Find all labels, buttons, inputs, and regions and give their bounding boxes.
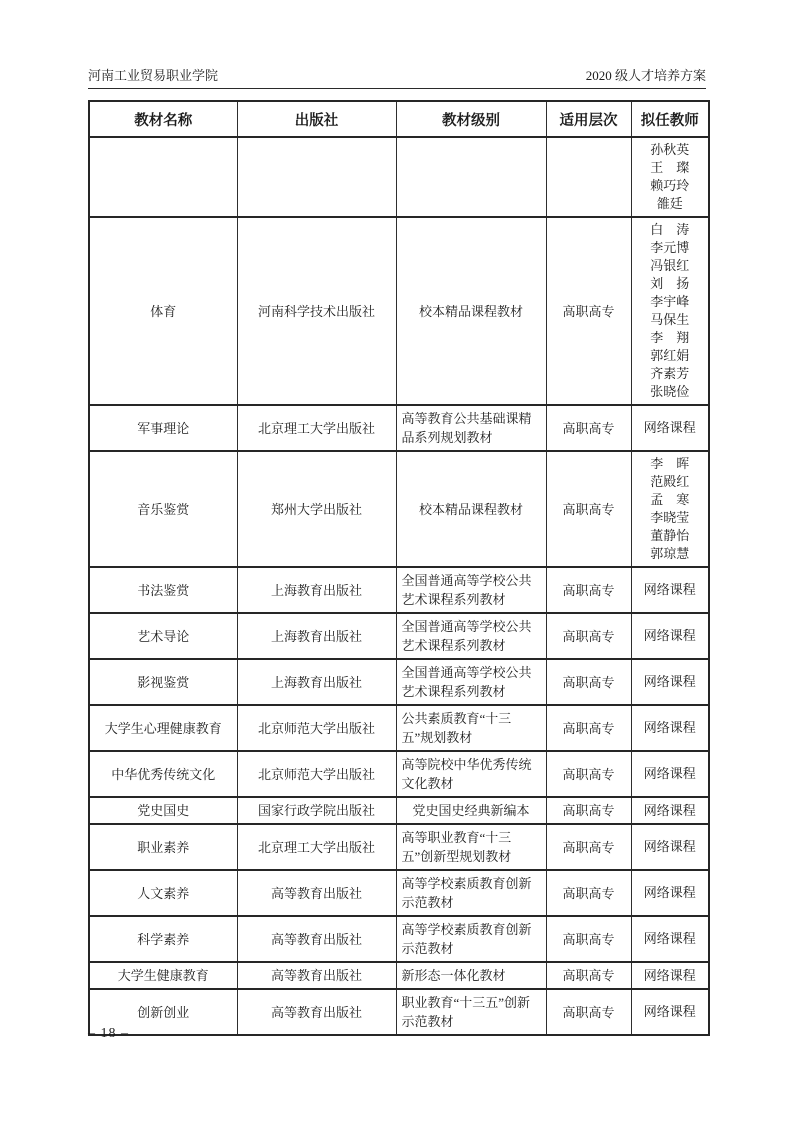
cell-textbook-name: 影视鉴赏 [89, 659, 237, 705]
header-row [89, 101, 709, 137]
teacher-name: 齐素芳 [650, 366, 690, 381]
column-header-publisher: 出版社 [237, 101, 396, 137]
cell-level: 职业教育“十三五”创新示范教材 [396, 989, 546, 1035]
teacher-name: 李宇峰 [650, 294, 690, 309]
table-row [89, 405, 709, 451]
cell-audience: 高职高专 [546, 405, 631, 451]
cell-level: 校本精品课程教材 [396, 451, 546, 567]
column-header-textbook-name: 教材名称 [89, 101, 237, 137]
cell-textbook-name: 科学素养 [89, 916, 237, 962]
teacher-name: 网络课程 [643, 720, 696, 735]
teacher-name: 张晓俭 [650, 384, 690, 399]
cell-textbook-name: 创新创业 [89, 989, 237, 1035]
cell-level: 高等学校素质教育创新示范教材 [396, 870, 546, 916]
column-header-audience: 适用层次 [546, 101, 631, 137]
column-header-level: 教材级别 [396, 101, 546, 137]
program-title: 2020 级人才培养方案 [585, 68, 706, 83]
cell-publisher: 北京师范大学出版社 [237, 751, 396, 797]
teacher-name: 马保生 [650, 312, 690, 327]
table-row [89, 989, 709, 1035]
cell-audience: 高职高专 [546, 217, 631, 405]
teacher-name: 赖巧玲 [650, 178, 690, 193]
cell-teachers [631, 659, 709, 705]
table-row [89, 870, 709, 916]
cell-teachers [631, 405, 709, 451]
cell-publisher: 高等教育出版社 [237, 916, 396, 962]
cell-level: 全国普通高等学校公共艺术课程系列教材 [396, 613, 546, 659]
cell-publisher: 高等教育出版社 [237, 870, 396, 916]
cell-teachers [631, 962, 709, 989]
cell-level: 新形态一体化教材 [396, 962, 546, 989]
table-row [89, 137, 709, 217]
cell-teachers [631, 137, 709, 217]
document-header [88, 68, 706, 89]
cell-audience: 高职高专 [546, 824, 631, 870]
cell-teachers [631, 916, 709, 962]
cell-teachers [631, 567, 709, 613]
cell-textbook-name: 书法鉴赏 [89, 567, 237, 613]
teacher-name: 冯银红 [650, 258, 690, 273]
cell-level: 全国普通高等学校公共艺术课程系列教材 [396, 567, 546, 613]
cell-textbook-name: 大学生心理健康教育 [89, 705, 237, 751]
teacher-name: 李元博 [650, 240, 690, 255]
table-row [89, 217, 709, 405]
cell-audience: 高职高专 [546, 962, 631, 989]
teacher-name: 网络课程 [643, 674, 696, 689]
cell-teachers [631, 824, 709, 870]
cell-publisher: 郑州大学出版社 [237, 451, 396, 567]
cell-publisher: 高等教育出版社 [237, 962, 396, 989]
table-row [89, 659, 709, 705]
cell-audience: 高职高专 [546, 705, 631, 751]
teacher-name: 王 璨 [650, 160, 690, 175]
cell-teachers [631, 451, 709, 567]
teacher-name: 网络课程 [643, 802, 696, 818]
teacher-name: 网络课程 [643, 582, 696, 597]
cell-textbook-name: 党史国史 [89, 797, 237, 824]
cell-teachers [631, 705, 709, 751]
cell-textbook-name: 音乐鉴赏 [89, 451, 237, 567]
cell-audience [546, 137, 631, 217]
cell-publisher: 上海教育出版社 [237, 613, 396, 659]
table-row [89, 613, 709, 659]
teacher-name: 郭红娟 [650, 348, 690, 363]
teacher-name: 网络课程 [643, 967, 696, 983]
cell-teachers [631, 613, 709, 659]
table-header [89, 101, 709, 137]
column-header-teachers: 拟任教师 [631, 101, 709, 137]
cell-textbook-name [89, 137, 237, 217]
cell-publisher [237, 137, 396, 217]
cell-textbook-name: 职业素养 [89, 824, 237, 870]
textbook-table [88, 100, 710, 1036]
cell-textbook-name: 军事理论 [89, 405, 237, 451]
teacher-name: 李晓莹 [650, 510, 690, 525]
cell-audience: 高职高专 [546, 751, 631, 797]
table-row [89, 451, 709, 567]
cell-teachers [631, 870, 709, 916]
cell-publisher: 河南科学技术出版社 [237, 217, 396, 405]
teacher-name: 网络课程 [643, 931, 696, 946]
table-row [89, 705, 709, 751]
teacher-name: 网络课程 [643, 766, 696, 781]
teacher-name: 网络课程 [643, 1004, 696, 1019]
table-row [89, 916, 709, 962]
cell-textbook-name: 艺术导论 [89, 613, 237, 659]
teacher-name: 孟 寒 [650, 492, 690, 507]
cell-teachers [631, 217, 709, 405]
cell-teachers [631, 797, 709, 824]
cell-publisher: 北京理工大学出版社 [237, 405, 396, 451]
cell-audience: 高职高专 [546, 659, 631, 705]
teacher-name: 董静怡 [650, 528, 690, 543]
teacher-name: 刘 扬 [650, 276, 690, 291]
table-row [89, 751, 709, 797]
teacher-name: 网络课程 [643, 839, 696, 854]
cell-textbook-name: 人文素养 [89, 870, 237, 916]
cell-teachers [631, 989, 709, 1035]
cell-audience: 高职高专 [546, 451, 631, 567]
teacher-name: 白 涛 [650, 222, 690, 237]
cell-level: 高等学校素质教育创新示范教材 [396, 916, 546, 962]
table-row [89, 567, 709, 613]
table-row [89, 962, 709, 989]
teacher-name: 网络课程 [643, 628, 696, 643]
table-row [89, 824, 709, 870]
cell-audience: 高职高专 [546, 870, 631, 916]
page-number: – 18 – [88, 1026, 129, 1041]
teacher-name: 孙秋英 [650, 142, 690, 157]
cell-audience: 高职高专 [546, 989, 631, 1035]
cell-publisher: 上海教育出版社 [237, 659, 396, 705]
teacher-name: 郭琼慧 [650, 546, 690, 561]
cell-publisher: 高等教育出版社 [237, 989, 396, 1035]
teacher-name: 网络课程 [643, 420, 696, 435]
cell-textbook-name: 大学生健康教育 [89, 962, 237, 989]
cell-level: 党史国史经典新编本 [396, 797, 546, 824]
cell-level: 高等院校中华优秀传统文化教材 [396, 751, 546, 797]
cell-textbook-name: 体育 [89, 217, 237, 405]
teacher-name: 雒廷 [656, 196, 683, 211]
teacher-name: 李 晖 [650, 456, 690, 471]
cell-audience: 高职高专 [546, 916, 631, 962]
cell-publisher: 国家行政学院出版社 [237, 797, 396, 824]
cell-publisher: 北京师范大学出版社 [237, 705, 396, 751]
cell-publisher: 上海教育出版社 [237, 567, 396, 613]
school-name: 河南工业贸易职业学院 [88, 68, 219, 83]
teacher-name: 李 翔 [650, 330, 690, 345]
cell-level: 高等职业教育“十三五”创新型规划教材 [396, 824, 546, 870]
cell-textbook-name: 中华优秀传统文化 [89, 751, 237, 797]
cell-level: 校本精品课程教材 [396, 217, 546, 405]
cell-level: 全国普通高等学校公共艺术课程系列教材 [396, 659, 546, 705]
cell-audience: 高职高专 [546, 797, 631, 824]
teacher-name: 范殿红 [650, 474, 690, 489]
cell-level [396, 137, 546, 217]
teacher-name: 网络课程 [643, 885, 696, 900]
table-body [89, 137, 709, 1035]
cell-publisher: 北京理工大学出版社 [237, 824, 396, 870]
cell-level: 公共素质教育“十三五”规划教材 [396, 705, 546, 751]
cell-level: 高等教育公共基础课精品系列规划教材 [396, 405, 546, 451]
cell-audience: 高职高专 [546, 613, 631, 659]
table-row [89, 797, 709, 824]
cell-teachers [631, 751, 709, 797]
cell-audience: 高职高专 [546, 567, 631, 613]
